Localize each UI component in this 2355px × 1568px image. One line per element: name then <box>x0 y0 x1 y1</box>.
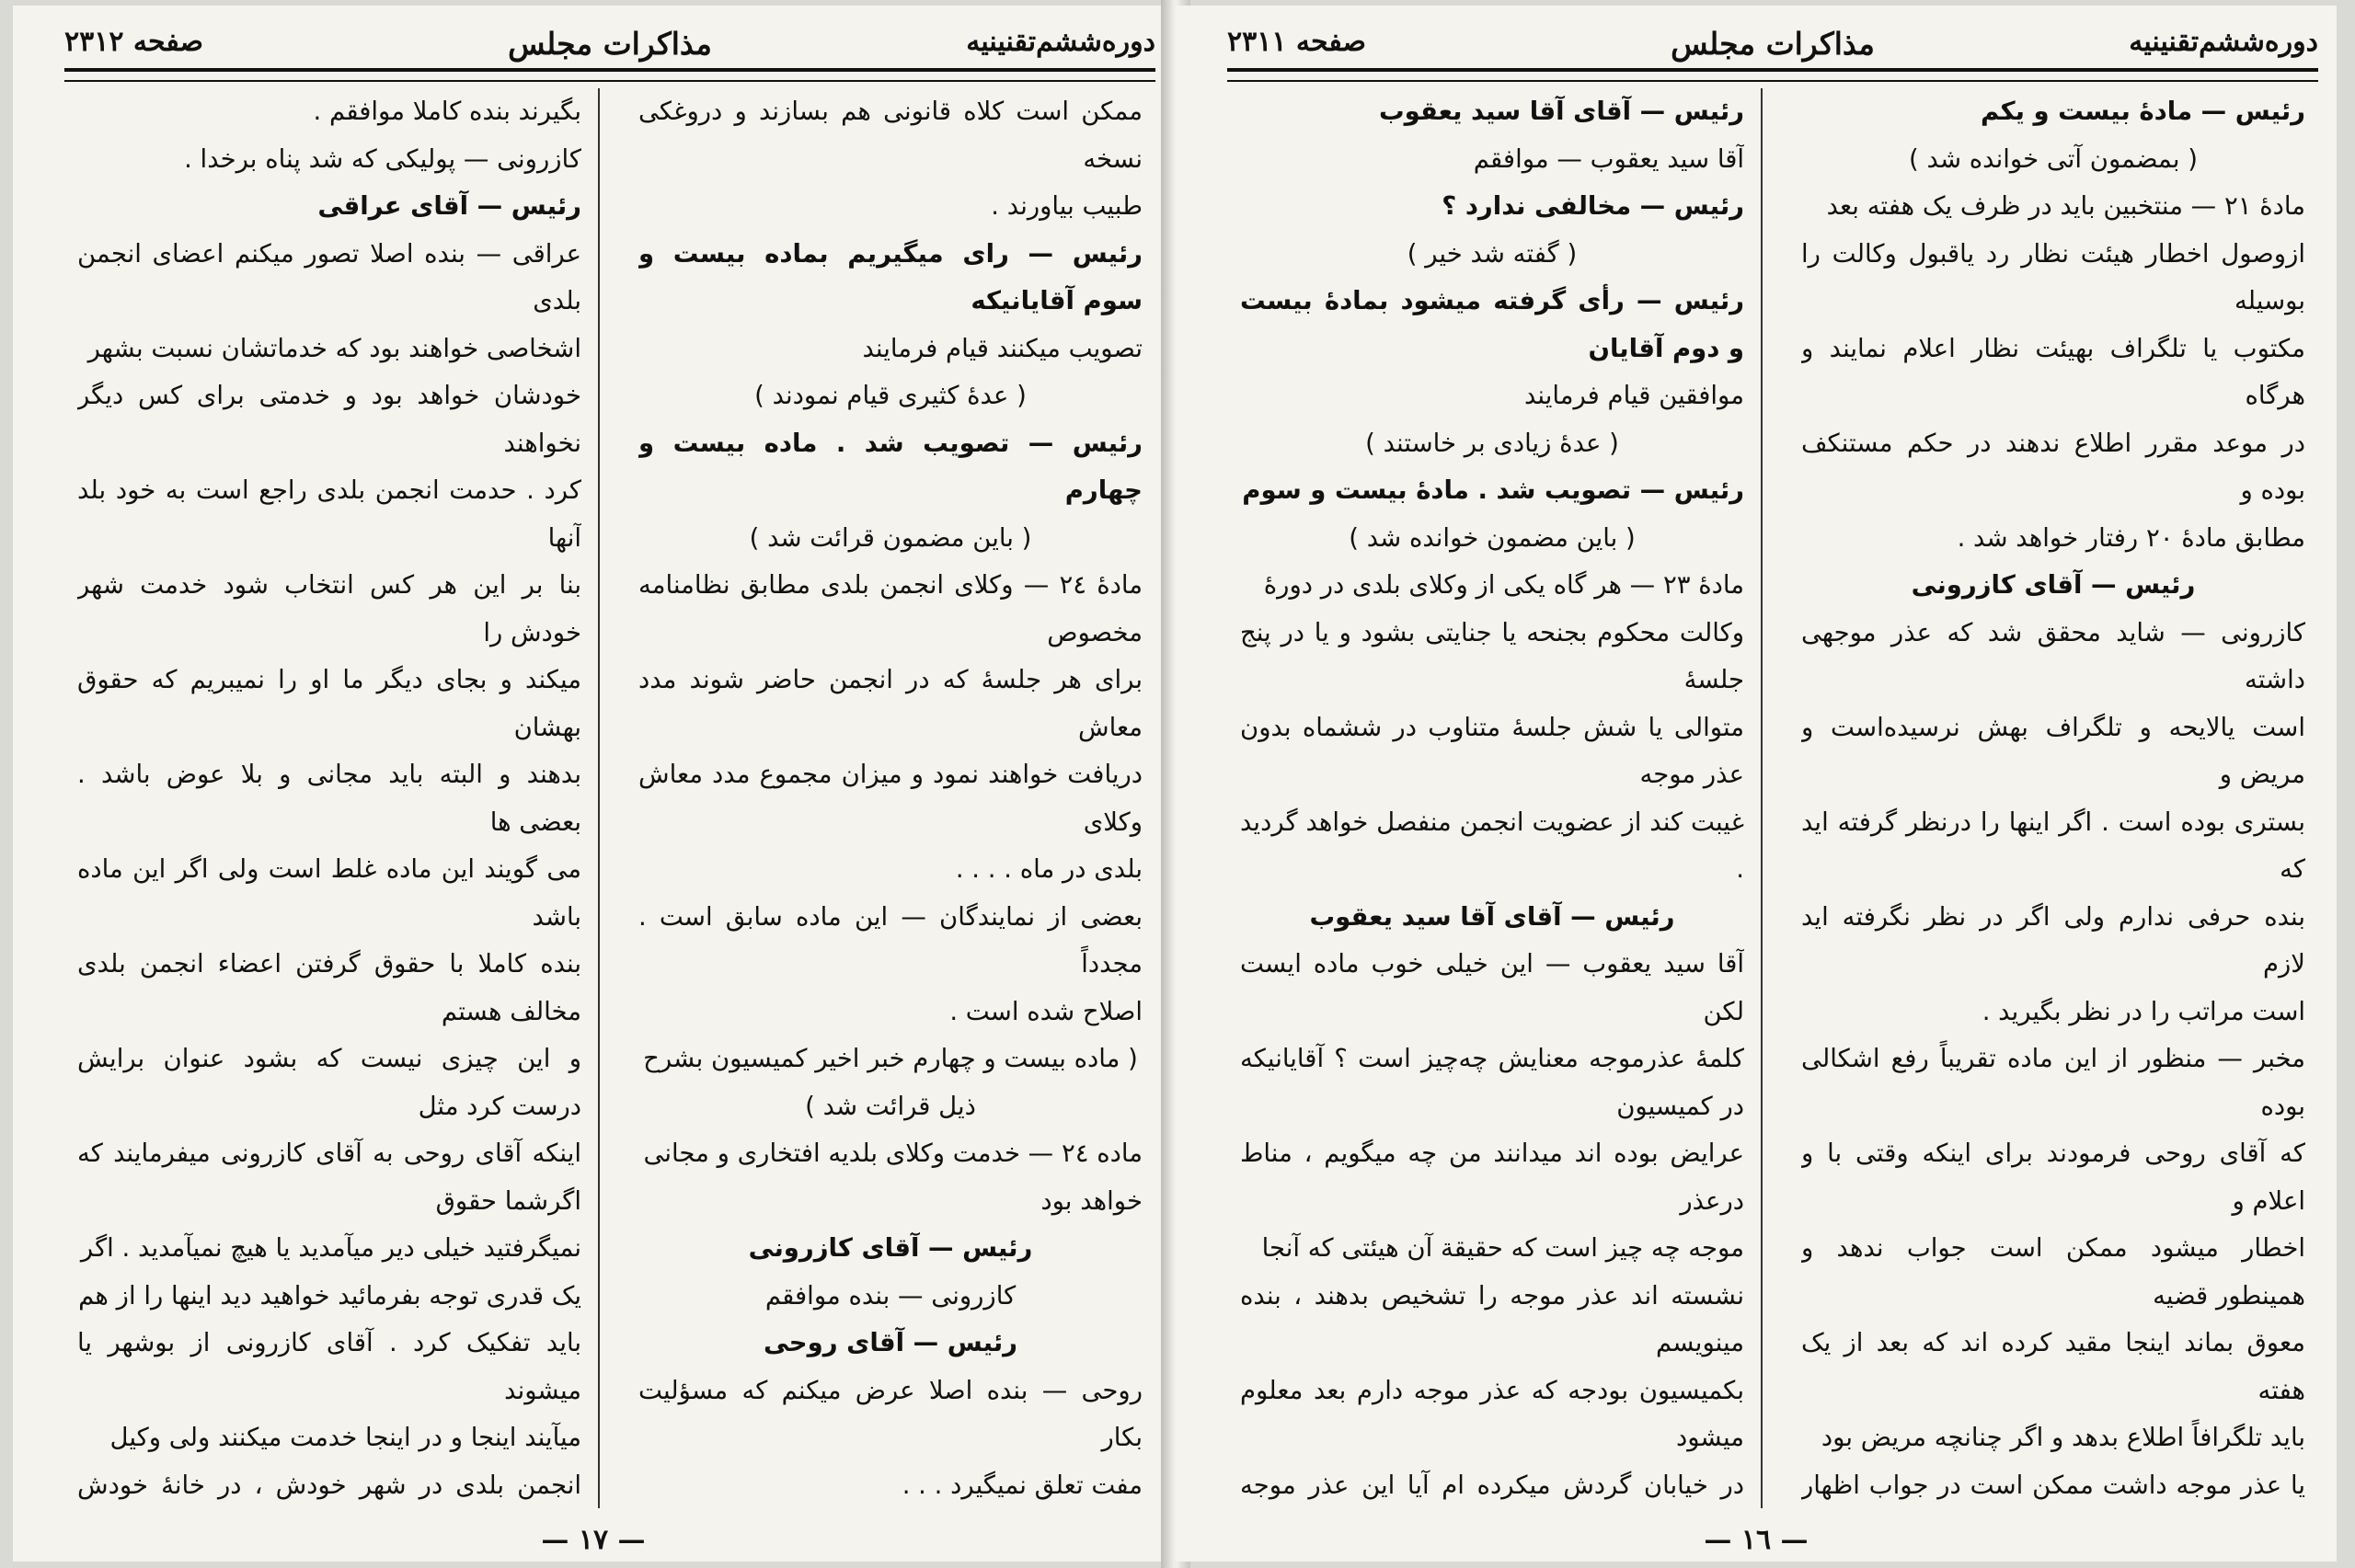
text-line: خودشان خواهد بود و خدمتی برای کس دیگر نخواهند <box>77 381 581 458</box>
speaker-line: رئیس — آقای آقا سید یعقوب <box>1309 901 1675 932</box>
text-line: می گویند این ماده غلط است ولی اگر این ماده باشد <box>77 854 581 932</box>
page-header <box>64 18 1155 68</box>
text-line: بعضی از نمایندگان — این ماده سابق است . مجدداً <box>638 901 1143 979</box>
text-line: مطابق مادهٔ ٢٠ رفتار خواهد شد . <box>1957 522 2305 553</box>
text-line: بدهند و البته باید مجانی و بلا عوض باشد . بعضی ها <box>77 760 581 837</box>
text-line: است یالایحه و تلگراف بهش نرسیده‌است و مریض و <box>1801 712 2305 789</box>
text-line: تصویب میکنند قیام فرمایند <box>862 333 1143 363</box>
text-line: یک قدری توجه بفرمائید خواهید دید اینها را از هم <box>78 1280 581 1310</box>
text-line: بگیرند بنده کاملا موافقم . <box>313 97 581 126</box>
text-line: غیبت کند از عضویت انجمن منفصل خواهد گردید . <box>1240 807 1744 884</box>
text-line: نشسته اند عذر موجه را تشخیص بدهند ، بنده مینویسم <box>1240 1280 1744 1357</box>
text-line <box>638 1509 1143 1514</box>
column-divider <box>598 88 600 1508</box>
text-line: میآیند اینجا و در اینجا خدمت میکنند ولی وکیل <box>109 1423 581 1452</box>
text-line: آقا سید یعقوب — موافقم <box>1473 143 1744 174</box>
text-line: خواهد بود <box>1040 1185 1143 1216</box>
text-line: اشخاصی خواهند بود که خدماتشان نسبت بشهر <box>87 333 581 363</box>
header-title: مذاکرات مجلس <box>508 26 712 62</box>
text-column-right <box>1801 88 2305 1514</box>
text-line: ازوصول اخطار هیئت نظار رد یاقبول وکالت را بوسیله <box>1801 238 2305 315</box>
speaker-line: رئیس — آقای روحی <box>763 1328 1017 1357</box>
procedural-note: ( باین مضمون قرائت شد ) <box>749 522 1032 553</box>
header-rule <box>1227 68 2318 82</box>
procedural-note: ( گفته شد خیر ) <box>1407 238 1578 269</box>
text-line: بنده کاملا با حقوق گرفتن اعضاء انجمن بلدی مخالف هستم <box>77 949 581 1026</box>
text-line: برای هر جلسهٔ که در انجمن حاضر شوند مدد معاش <box>638 665 1143 742</box>
speaker-line: رئیس — آقای عراقی <box>317 191 581 221</box>
text-line: موافقین قیام فرمایند <box>1523 381 1744 410</box>
column-divider <box>1761 88 1763 1508</box>
text-line: نمیگرفتید خیلی دیر میآمدید یا هیچ نمیآمدید . اگر <box>80 1233 581 1263</box>
text-line: بلدی در ماه . . . . <box>955 854 1143 884</box>
text-line: یا عذر موجه داشت ممکن است در جواب اظهار <box>1801 1470 2305 1500</box>
right-page <box>1176 6 2337 1562</box>
page-footer-number: — ١٧ — <box>541 1524 646 1556</box>
speaker-line: رئیس — مخالفی ندارد ؟ <box>1442 191 1744 221</box>
header-period: دوره‌ششم‌تقنینیه <box>2129 26 2318 58</box>
text-line: متوالی یا شش جلسهٔ متناوب در ششماه بدون عذر موجه <box>1240 712 1744 789</box>
text-line: معوق بماند اینجا مقید کرده اند که بعد از یک هفته <box>1801 1328 2305 1405</box>
procedural-note: ( ماده بیست و چهارم خبر اخیر کمیسیون بشرح ذیل قرائت شد ) <box>643 1044 1138 1121</box>
speaker-line: رئیس — مادهٔ بیست و یکم <box>1981 97 2305 126</box>
text-line: انجمن بلدی در شهر خودش ، در خانهٔ خودش <box>77 1470 581 1500</box>
text-line: دریافت خواهند نمود و میزان مجموع مدد معاش وکلای <box>638 760 1143 837</box>
article-line: ماده ٢٤ — خدمت وکلای بلدیه افتخاری و مجانی <box>643 1139 1143 1168</box>
speaker-line: رئیس — رأی گرفته میشود بمادهٔ بیست و دوم آقایان <box>1240 286 1744 363</box>
article-line: مادهٔ ٢١ — منتخبین باید در ظرف یک هفته بعد <box>1826 191 2305 221</box>
procedural-note: ( عدهٔ زیادی بر خاستند ) <box>1365 428 1619 458</box>
text-line: بکمیسیون بودجه که عذر موجه دارم بعد معلوم میشود <box>1240 1375 1744 1452</box>
text-line: اینکه آقای روحی به آقای کازرونی میفرمایند که اگرشما حقوق <box>77 1139 581 1216</box>
text-line: آقا سید یعقوب — این خیلی خوب ماده ایست لکن <box>1240 949 1744 1026</box>
text-line: اصلاح شده است . <box>949 996 1143 1026</box>
page-header <box>1227 18 2318 68</box>
speaker-line: رئیس — رای میگیریم بماده بیست و سوم آقایانیکه <box>638 238 1143 315</box>
text-column-right <box>638 88 1143 1514</box>
speaker-line: رئیس — تصویب شد . مادهٔ بیست و سوم <box>1242 475 1744 505</box>
header-period: دوره‌ششم‌تقنینیه <box>966 26 1155 58</box>
text-column-left <box>1240 88 1744 1514</box>
text-line: کلمهٔ عذرموجه معنایش چه‌چیز است ؟ آقایانیکه در کمیسیون <box>1240 1044 1744 1121</box>
article-line: مادهٔ ٢٣ — هر گاه یکی از وکلای بلدی در دورهٔ <box>1263 570 1744 600</box>
speaker-line: رئیس — آقای کازرونی <box>1911 570 2196 600</box>
text-line: میکند و بجای دیگر ما او را نمیبریم که حقوق بهشان <box>77 665 581 742</box>
text-line: کازرونی — شاید محقق شد که عذر موجهی داشته <box>1801 617 2305 694</box>
text-line: و این چیزی نیست که بشود عنوان برایش درست کرد مثل <box>77 1044 581 1121</box>
text-line: وکالت محکوم بجنحه یا جنایتی بشود و یا در پنج جلسهٔ <box>1240 617 1744 694</box>
header-page-number: صفحه ۲۳۱۲ <box>64 26 203 58</box>
text-line: بنا بر این هر کس انتخاب شود خدمت شهر خودش را <box>77 570 581 647</box>
text-line: مفت تعلق نمیگیرد . . . <box>902 1470 1143 1500</box>
speaker-line: رئیس — آقای آقا سید یعقوب <box>1378 97 1744 126</box>
text-line: اخطار میشود ممکن است جواب ندهد و همینطور قضیه <box>1801 1233 2305 1310</box>
text-line: باید تفکیک کرد . آقای کازرونی از بوشهر یا میشوند <box>77 1328 581 1405</box>
text-column-left <box>77 88 581 1514</box>
page-footer-number: — ١٦ — <box>1704 1524 1809 1556</box>
text-line: کرد . حدمت انجمن بلدی راجع است به خود بلد آنها <box>77 475 581 553</box>
left-page <box>13 6 1174 1562</box>
header-page-number: صفحه ۲۳۱۱ <box>1227 26 1366 58</box>
procedural-note: ( باین مضمون خوانده شد ) <box>1349 522 1636 553</box>
text-line: در خیابان گردش میکرده ام آیا این عذر موجه <box>1240 1470 1744 1500</box>
text-line: باید تلگرافاً اطلاع بدهد و اگر چنانچه مریض بود <box>1821 1423 2305 1452</box>
text-line: است مراتب را در نظر بگیرید . <box>1982 996 2305 1026</box>
header-rule <box>64 68 1155 82</box>
text-line: عرایض بوده اند میدانند من چه میگویم ، مناط درعذر <box>1240 1139 1744 1216</box>
text-line: کازرونی — بنده موافقم <box>764 1280 1017 1310</box>
procedural-note: ( بمضمون آتی خوانده شد ) <box>1909 143 2198 174</box>
article-line: مادهٔ ٢٤ — وکلای انجمن بلدی مطابق نظامنامه مخصوص <box>638 570 1143 647</box>
text-line: بنده حرفی ندارم ولی اگر در نظر نگرفته اید لازم <box>1801 901 2305 979</box>
speaker-line: رئیس — تصویب شد . ماده بیست و چهارم <box>638 428 1143 505</box>
speaker-line: رئیس — آقای کازرونی <box>748 1233 1033 1263</box>
text-line: روحی — بنده اصلا عرض میکنم که مسؤلیت بکار <box>638 1375 1143 1452</box>
header-title: مذاکرات مجلس <box>1671 26 1875 62</box>
text-line: طبیب بیاورند . <box>991 191 1143 221</box>
procedural-note: ( عدهٔ کثیری قیام نمودند ) <box>754 381 1027 410</box>
text-line: موجه چه چیز است که حقیقة آن هیئتی که آنجا <box>1261 1233 1744 1263</box>
text-line: مخبر — منظور از این ماده تقریباً رفع اشکالی بوده <box>1801 1044 2305 1121</box>
text-line: بستری بوده است . اگر اینها را درنظر گرفته اید که <box>1801 807 2305 884</box>
text-line: که آقای روحی فرمودند برای اینکه وقتی با و اعلام و <box>1801 1139 2305 1216</box>
text-line: عراقی — بنده اصلا تصور میکنم اعضای انجمن بلدی <box>77 238 581 315</box>
text-line: کازرونی — پولیکی که شد پناه برخدا . <box>184 143 581 174</box>
text-line: در موعد مقرر اطلاع ندهند در حکم مستنکف بوده و <box>1801 428 2305 505</box>
text-line: مکتوب یا تلگراف بهیئت نظار اعلام نمایند و هرگاه <box>1801 333 2305 410</box>
text-line: ممکن است کلاه قانونی هم بسازند و دروغکی نسخه <box>638 97 1143 174</box>
